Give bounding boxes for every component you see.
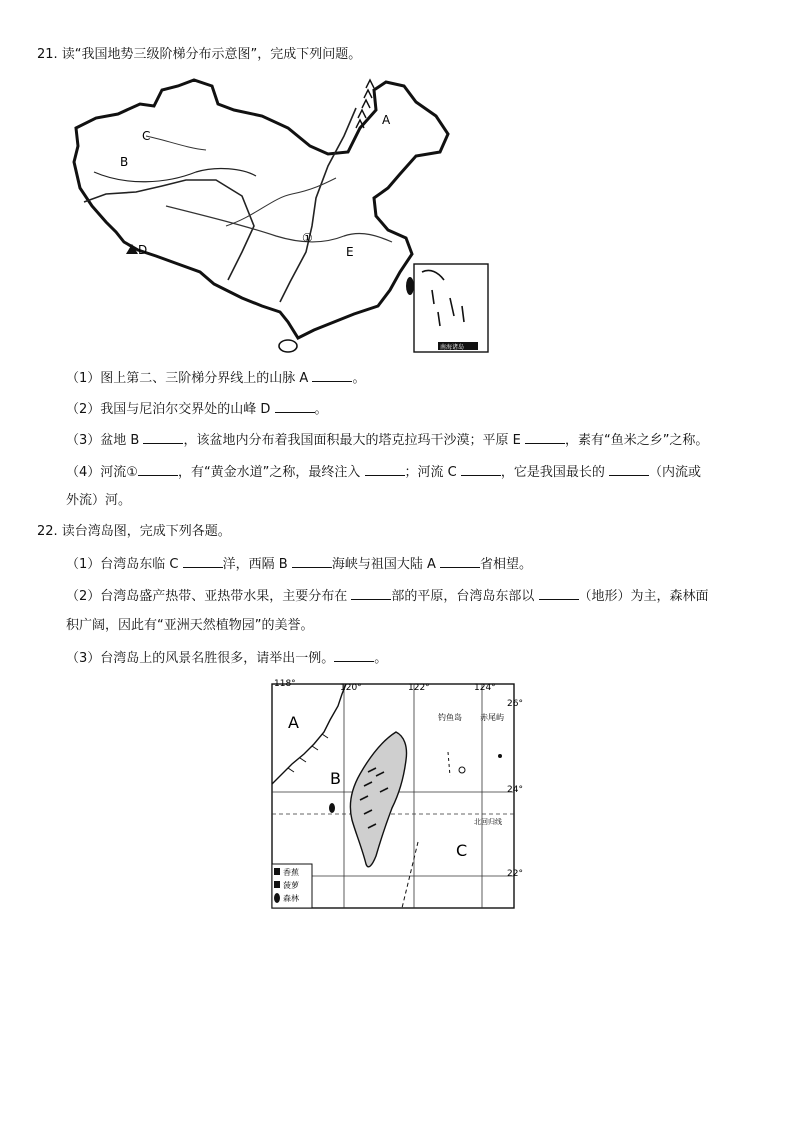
q21-sub4-line1: （4）河流① ，有“黄金水道”之称，最终注入 ；河流 C ，它是我国最长的 （内流或: [66, 461, 701, 483]
inset-caption: 南海诸岛: [440, 344, 465, 351]
lon-124: 124°: [474, 683, 496, 693]
answer-blank[interactable]: [539, 585, 579, 600]
answer-blank[interactable]: [351, 585, 391, 600]
label-b: B: [120, 155, 129, 169]
region-b: B: [330, 769, 341, 788]
place-diaoyu: 钓鱼岛: [438, 713, 462, 722]
answer-blank[interactable]: [312, 367, 352, 382]
lat-26: 26°: [507, 699, 523, 709]
answer-blank[interactable]: [334, 647, 374, 662]
answer-blank[interactable]: [609, 461, 649, 476]
label-e: E: [346, 245, 354, 259]
label-a: A: [382, 113, 391, 127]
answer-blank[interactable]: [275, 398, 315, 413]
taiwan-map: [268, 676, 526, 912]
q22-title: 22. 读台湾岛图，完成下列各题。: [37, 524, 231, 539]
q21-sub2: （2）我国与尼泊尔交界处的山峰 D 。: [66, 398, 328, 420]
answer-blank[interactable]: [143, 429, 183, 444]
label-d: D: [138, 243, 148, 257]
answer-blank[interactable]: [365, 461, 405, 476]
q21-sub3: （3）盆地 B ，该盆地内分布着我国面积最大的塔克拉玛干沙漠；平原 E ，素有“鱼米之乡”之称。: [66, 429, 708, 451]
legend-pineapple-icon: [274, 881, 280, 888]
place-chiwei: 赤尾屿: [480, 713, 504, 722]
region-a: A: [288, 713, 299, 732]
legend-forest: 森林: [283, 894, 299, 903]
region-c: C: [456, 841, 468, 860]
lat-24: 24°: [507, 785, 523, 795]
q22-sub3: （3）台湾岛上的风景名胜很多，请举出一例。 。: [66, 647, 387, 669]
q22-sub1: （1）台湾岛东临 C 洋，西隔 B 海峡与祖国大陆 A 省相望。: [66, 553, 532, 575]
tropic-of-cancer: 北回归线: [474, 818, 502, 826]
legend-forest-icon: [274, 893, 280, 903]
lon-120: 120°: [340, 683, 362, 693]
answer-blank[interactable]: [440, 553, 480, 568]
legend-banana: 香蕉: [283, 868, 299, 877]
lon-118: 118°: [274, 679, 296, 689]
q21-title: 21. 读“我国地势三级阶梯分布示意图”，完成下列问题。: [37, 47, 362, 62]
legend-pineapple: 菠萝: [283, 881, 299, 890]
q21-sub4-line2: 外流）河。: [66, 493, 132, 508]
answer-blank[interactable]: [292, 553, 332, 568]
answer-blank[interactable]: [183, 553, 223, 568]
q22-sub2-line1: （2）台湾岛盛产热带、亚热带水果，主要分布在 部的平原，台湾岛东部以 （地形）为主，森林面: [66, 585, 709, 607]
answer-blank[interactable]: [138, 461, 178, 476]
china-terrain-map: [66, 76, 492, 358]
q22-sub2-line2: 积广阔，因此有“亚洲天然植物园”的美誉。: [66, 618, 314, 633]
answer-blank[interactable]: [525, 429, 565, 444]
legend-banana-icon: [274, 868, 280, 875]
lon-122: 122°: [408, 683, 430, 693]
lat-22: 22°: [507, 869, 523, 879]
label-c: C: [142, 129, 151, 143]
answer-blank[interactable]: [461, 461, 501, 476]
label-river-1: ①: [302, 231, 313, 245]
q21-sub1: （1）图上第二、三阶梯分界线上的山脉 A 。: [66, 367, 365, 389]
